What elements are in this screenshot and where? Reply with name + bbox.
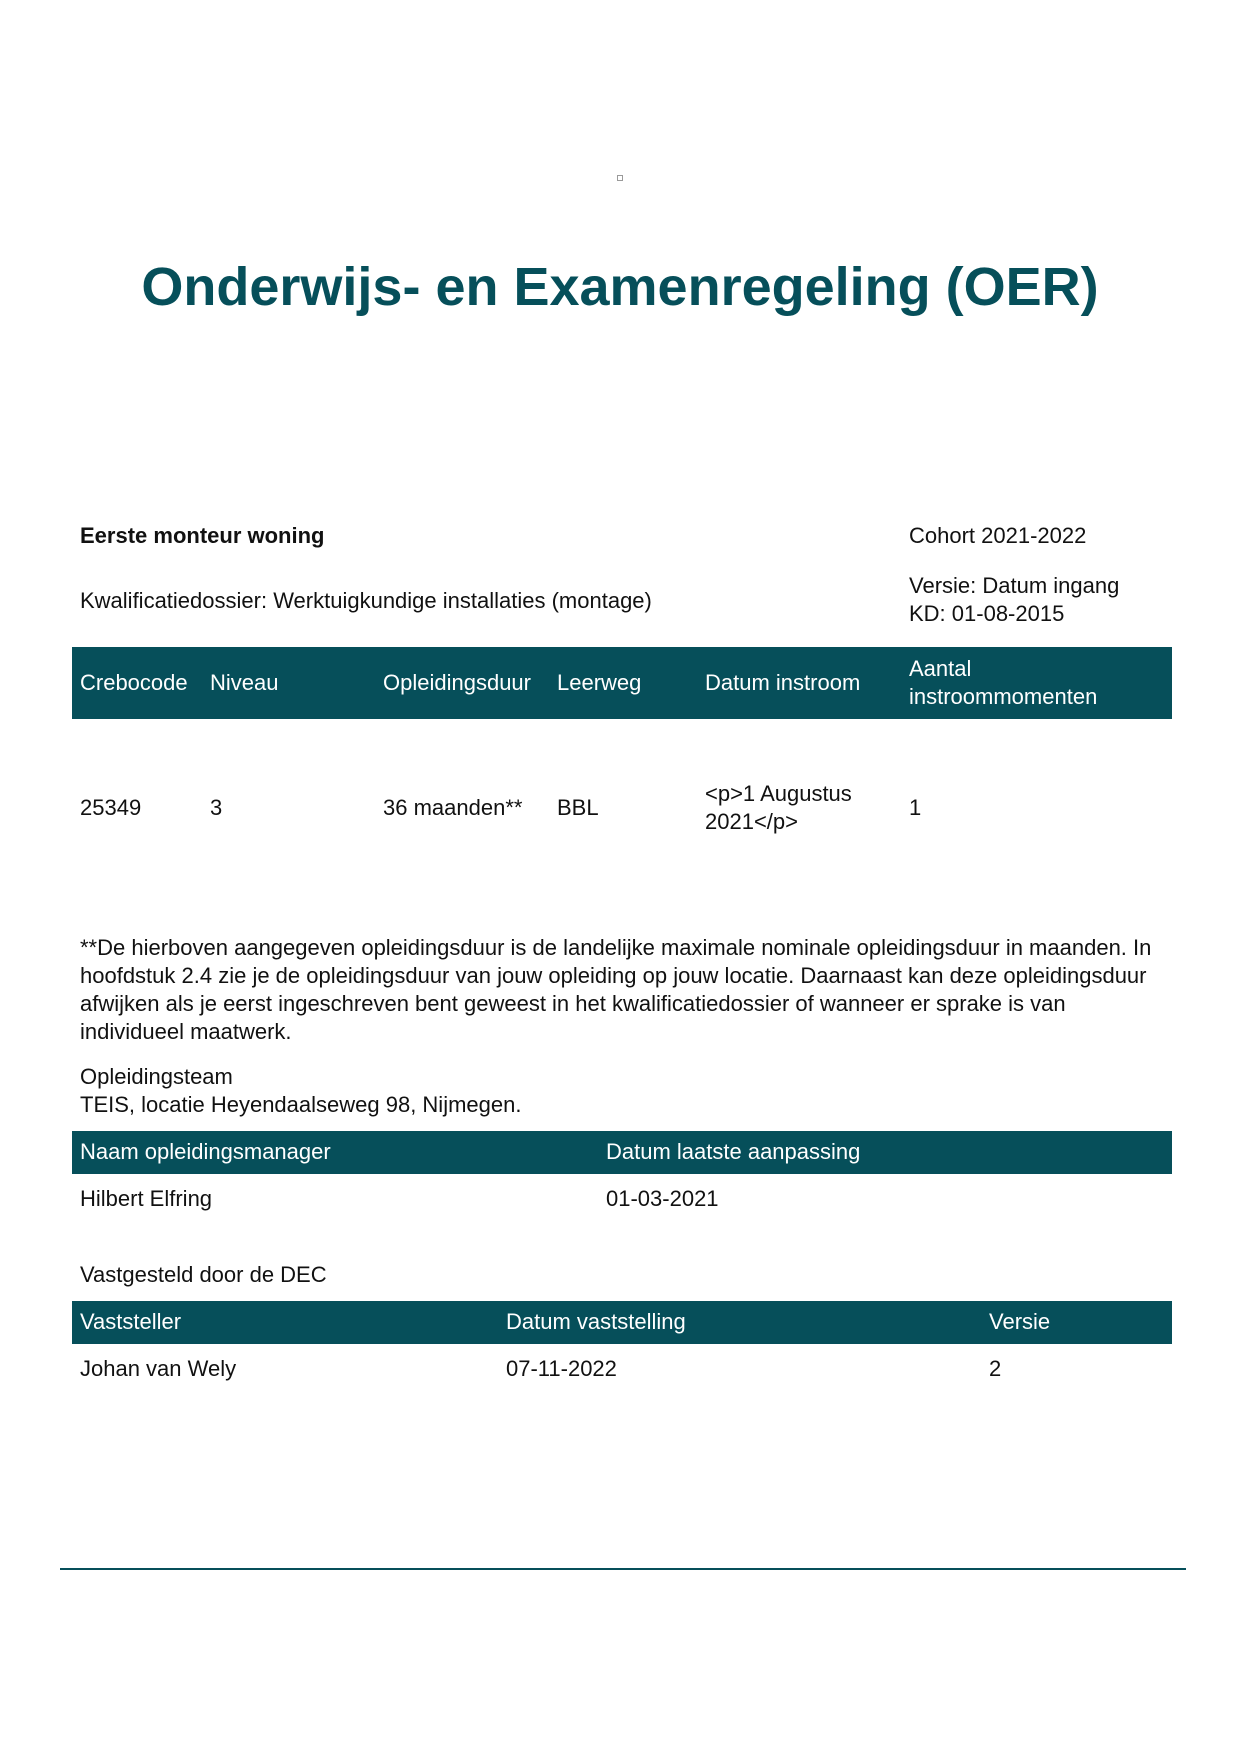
- cell-leerweg: BBL: [557, 795, 599, 820]
- header-versie: Versie: [989, 1309, 1051, 1334]
- header-aantal-line-1: Aantal: [909, 656, 972, 681]
- image-placeholder-icon: [617, 175, 623, 181]
- cell-aantal: 1: [909, 795, 922, 820]
- cell-datum-line-1: <p>1 Augustus: [705, 781, 852, 806]
- header-vaststeller: Vaststeller: [80, 1309, 182, 1334]
- cell-vaststeller: Johan van Wely: [80, 1356, 237, 1381]
- cell-datum-vaststelling: 07-11-2022: [506, 1356, 617, 1381]
- footer-divider: [60, 1568, 1186, 1570]
- header-crebocode: Crebocode: [80, 670, 188, 695]
- versie-line-2: KD: 01-08-2015: [909, 601, 1065, 626]
- cell-versie: 2: [989, 1356, 1002, 1381]
- header-opleidingsduur: Opleidingsduur: [383, 670, 531, 695]
- header-aantal-line-2: instroommomenten: [909, 684, 1098, 709]
- header-naam-manager: Naam opleidingsmanager: [80, 1139, 331, 1164]
- cell-manager-datum: 01-03-2021: [606, 1186, 719, 1211]
- vastgesteld-label: Vastgesteld door de DEC: [80, 1262, 327, 1287]
- cell-niveau: 3: [210, 795, 223, 820]
- cell-datum-line-2: 2021</p>: [705, 809, 798, 834]
- cohort-label: Cohort 2021-2022: [909, 523, 1087, 548]
- header-niveau: Niveau: [210, 670, 279, 695]
- opleiding-name: Eerste monteur woning: [80, 523, 325, 548]
- header-datum-aanpassing: Datum laatste aanpassing: [606, 1139, 861, 1164]
- kwalificatiedossier-label: Kwalificatiedossier: Werktuigkundige installaties (montage): [80, 588, 652, 613]
- header-datum-vaststelling: Datum vaststelling: [506, 1309, 686, 1334]
- opleidingsduur-note: **De hierboven aangegeven opleidingsduur is de landelijke maximale nominale opleidingsduur in maanden. In hoofdstuk 2.4 zie je de opleidingsduur van jouw opleiding op jouw locatie. Daarnaast kan deze opleidingsduur afwijken als je eerst ingeschreven bent geweest in het kwalificatiedossier of wanneer er sprake is van individueel maatwerk.: [80, 935, 1152, 1044]
- header-datum-instroom: Datum instroom: [705, 670, 861, 695]
- cell-manager-naam: Hilbert Elfring: [80, 1186, 213, 1211]
- team-label: Opleidingsteam: [80, 1064, 233, 1089]
- cell-opleidingsduur: 36 maanden**: [383, 795, 523, 820]
- team-location: TEIS, locatie Heyendaalseweg 98, Nijmegen.: [80, 1092, 522, 1117]
- header-leerweg: Leerweg: [557, 670, 642, 695]
- cell-crebocode: 25349: [80, 795, 142, 820]
- versie-line-1: Versie: Datum ingang: [909, 573, 1120, 598]
- page-title: Onderwijs- en Examenregeling (OER): [141, 257, 1099, 317]
